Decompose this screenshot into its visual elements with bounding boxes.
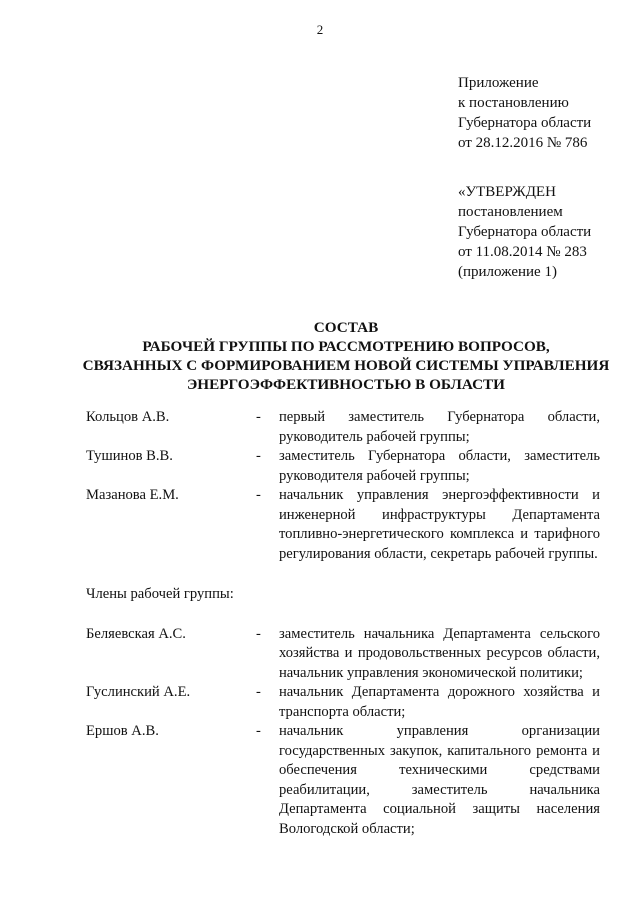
member-duty: первый заместитель Губернатора области, руководитель рабочей группы;: [279, 409, 600, 445]
appendix-line: Приложение: [458, 75, 539, 91]
member-dash: -: [256, 487, 261, 503]
appendix-line: к постановлению: [458, 95, 569, 111]
approval-line: (приложение 1): [458, 264, 557, 280]
member-duty: заместитель Губернатора области, заместитель руководителя рабочей группы;: [279, 448, 600, 484]
member-dash: -: [256, 409, 261, 425]
appendix-line: от 28.12.2016 № 786: [458, 135, 588, 151]
member-duty: заместитель начальника Департамента сельского хозяйства и продовольственных ресурсов области, начальник управления экономической политики;: [279, 625, 600, 681]
member-name: Гуслинский А.Е.: [86, 684, 191, 700]
member-row: [86, 722, 600, 839]
member-name: Мазанова Е.М.: [86, 487, 179, 503]
member-dash: -: [256, 723, 261, 739]
approval-line: постановлением: [458, 204, 563, 220]
title-line: СВЯЗАННЫХ С ФОРМИРОВАНИЕМ НОВОЙ СИСТЕМЫ УПРАВЛЕНИЯ: [82, 357, 610, 374]
appendix-block: [458, 73, 591, 153]
approval-line: «УТВЕРЖДЕН: [458, 184, 556, 200]
member-name: Тушинов В.В.: [86, 448, 173, 464]
members-heading: Члены рабочей группы:: [86, 586, 234, 602]
member-row: [86, 625, 600, 684]
title-line: ЭНЕРГОЭФФЕКТИВНОСТЬЮ В ОБЛАСТИ: [187, 376, 505, 393]
appendix-line: Губернатора области: [458, 115, 592, 131]
member-dash: -: [256, 684, 261, 700]
page-number: 2: [316, 22, 324, 37]
member-dash: -: [256, 448, 261, 464]
member-row: [86, 683, 600, 722]
member-name: Кольцов А.В.: [86, 409, 170, 425]
title-line: РАБОЧЕЙ ГРУППЫ ПО РАССМОТРЕНИЮ ВОПРОСОВ,: [142, 338, 550, 355]
member-name: Беляевская А.С.: [86, 625, 186, 642]
member-row: [86, 408, 600, 447]
approval-block: [458, 182, 591, 282]
member-duty: начальник Департамента дорожного хозяйства и транспорта области;: [279, 684, 600, 720]
member-row: [86, 447, 600, 486]
title-line: СОСТАВ: [313, 319, 379, 336]
member-row: [86, 486, 600, 564]
member-dash: -: [256, 625, 261, 642]
approval-line: Губернатора области: [458, 224, 592, 240]
member-duty: начальник управления организации государственных закупок, капитального ремонта и обеспечения техническими средствами реабилитации, заместитель начальника Департамента социальной защиты населения Вологодской области;: [279, 723, 600, 837]
composition-list: [86, 408, 600, 839]
member-name: Ершов А.В.: [86, 723, 159, 739]
member-duty: начальник управления энергоэффективности и инженерной инфраструктуры Департамента топливно-энергетического комплекса и тарифного регулирования области, секретарь рабочей группы.: [279, 487, 600, 562]
document-title: [60, 318, 632, 394]
approval-line: от 11.08.2014 № 283: [458, 244, 587, 260]
